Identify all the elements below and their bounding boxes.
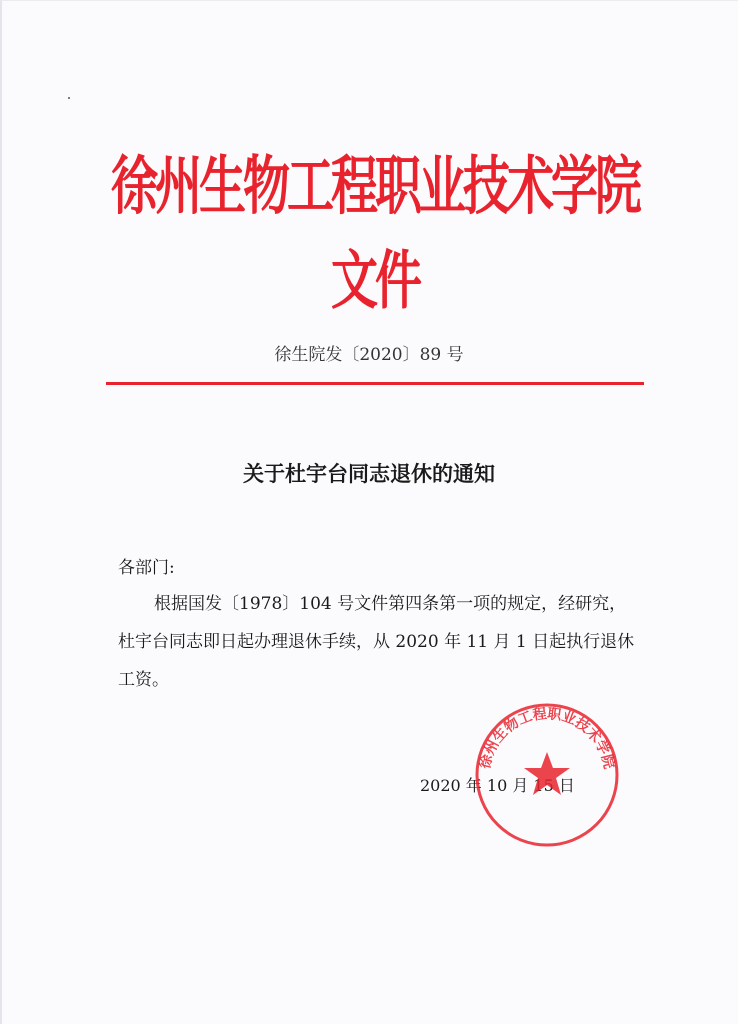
document-number: 徐生院发〔2020〕89 号 [274, 345, 464, 365]
notice-body: 根据国发〔1978〕104 号文件第四条第一项的规定，经研究，杜宇台同志即日起办理退休手续，从 2020 年 11 月 1 日起执行退休工资。 [118, 594, 635, 690]
seal-text: 徐州生物工程职业技术学院 [477, 706, 617, 771]
official-seal [472, 700, 622, 850]
scan-speck [68, 97, 70, 99]
star-icon [524, 752, 570, 795]
issue-date: 2020 年 10 月 15 日 [420, 776, 575, 795]
salutation: 各部门: [118, 558, 175, 578]
notice-title: 关于杜宇台同志退休的通知 [243, 461, 495, 486]
document-header: 徐州生物工程职业技术学院文件 [111, 149, 639, 319]
header-divider [106, 382, 644, 385]
